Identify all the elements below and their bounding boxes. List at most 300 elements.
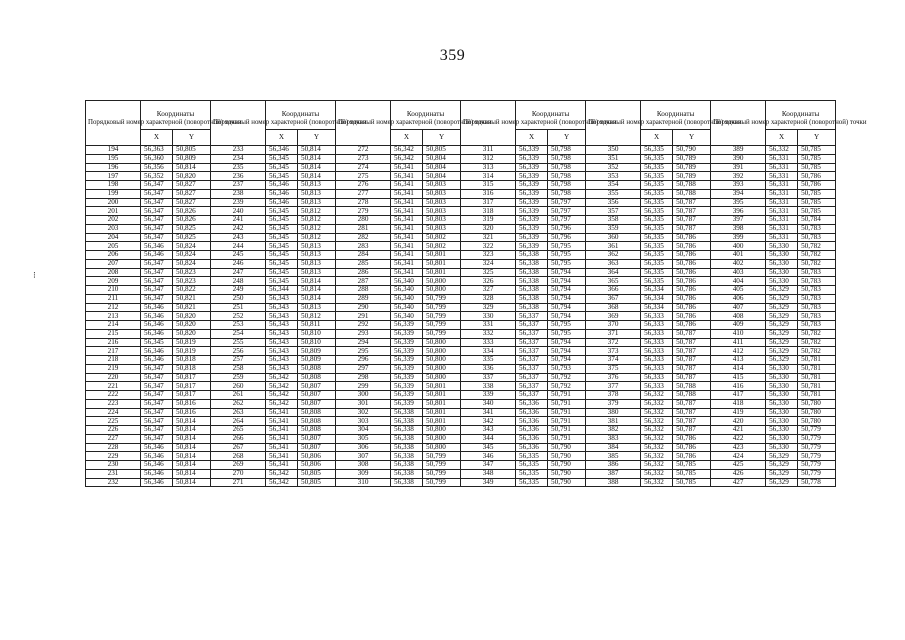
x-coordinate-cell: 56,340 [391, 312, 423, 321]
y-coordinate-cell: 50,803 [423, 198, 461, 207]
table-row [86, 478, 836, 487]
table-row [86, 242, 836, 251]
point-number-cell: 207 [86, 259, 141, 268]
table-row [86, 434, 836, 443]
point-number-cell: 283 [336, 242, 391, 251]
x-coordinate-cell: 56,337 [516, 391, 548, 400]
y-coordinate-cell: 50,822 [173, 286, 211, 295]
point-number-cell: 290 [336, 303, 391, 312]
point-number-cell: 418 [711, 399, 766, 408]
y-coordinate-cell: 50,797 [548, 198, 586, 207]
y-column-header: Y [298, 129, 336, 145]
x-coordinate-cell: 56,343 [266, 321, 298, 330]
point-number-cell: 359 [586, 224, 641, 233]
point-number-header: Порядковый номер характерной (поворотной) точки [711, 101, 766, 146]
y-coordinate-cell: 50,801 [423, 417, 461, 426]
x-column-header: X [266, 129, 298, 145]
point-number-cell: 208 [86, 268, 141, 277]
x-coordinate-cell: 56,341 [266, 426, 298, 435]
point-number-cell: 280 [336, 216, 391, 225]
y-coordinate-cell: 50,798 [548, 154, 586, 163]
x-coordinate-cell: 56,347 [141, 207, 173, 216]
point-number-cell: 293 [336, 329, 391, 338]
x-coordinate-cell: 56,334 [641, 303, 673, 312]
x-coordinate-cell: 56,345 [266, 242, 298, 251]
point-number-cell: 413 [711, 356, 766, 365]
point-number-cell: 389 [711, 146, 766, 155]
x-coordinate-cell: 56,341 [391, 268, 423, 277]
point-number-cell: 256 [211, 347, 266, 356]
table-row [86, 233, 836, 242]
y-coordinate-cell: 50,812 [298, 216, 336, 225]
y-coordinate-cell: 50,800 [423, 347, 461, 356]
point-number-cell: 333 [461, 338, 516, 347]
point-number-cell: 307 [336, 452, 391, 461]
point-number-cell: 267 [211, 443, 266, 452]
y-coordinate-cell: 50,820 [173, 329, 211, 338]
x-coordinate-cell: 56,337 [516, 347, 548, 356]
point-number-cell: 251 [211, 303, 266, 312]
point-number-cell: 410 [711, 329, 766, 338]
x-coordinate-cell: 56,330 [766, 426, 798, 435]
x-coordinate-cell: 56,346 [141, 461, 173, 470]
x-coordinate-cell: 56,347 [141, 399, 173, 408]
x-coordinate-cell: 56,363 [141, 146, 173, 155]
point-number-cell: 312 [461, 154, 516, 163]
table-row [86, 347, 836, 356]
point-number-cell: 205 [86, 242, 141, 251]
point-number-cell: 401 [711, 251, 766, 260]
x-coordinate-cell: 56,341 [266, 417, 298, 426]
y-coordinate-cell: 50,786 [673, 259, 711, 268]
x-coordinate-cell: 56,360 [141, 154, 173, 163]
point-number-cell: 258 [211, 364, 266, 373]
point-number-cell: 274 [336, 163, 391, 172]
point-number-cell: 406 [711, 294, 766, 303]
y-coordinate-cell: 50,801 [423, 399, 461, 408]
x-coordinate-cell: 56,346 [141, 251, 173, 260]
point-number-cell: 350 [586, 146, 641, 155]
point-number-cell: 286 [336, 268, 391, 277]
coordinates-header: Координаты [516, 101, 586, 130]
x-coordinate-cell: 56,331 [766, 224, 798, 233]
x-coordinate-cell: 56,335 [516, 461, 548, 470]
coordinates-header: Координаты [266, 101, 336, 130]
x-coordinate-cell: 56,338 [391, 469, 423, 478]
x-coordinate-cell: 56,335 [641, 172, 673, 181]
y-coordinate-cell: 50,799 [423, 321, 461, 330]
y-coordinate-cell: 50,826 [173, 207, 211, 216]
point-number-cell: 201 [86, 207, 141, 216]
table-row [86, 356, 836, 365]
point-number-cell: 372 [586, 338, 641, 347]
x-coordinate-cell: 56,347 [141, 286, 173, 295]
table-row [86, 364, 836, 373]
x-coordinate-cell: 56,332 [641, 443, 673, 452]
x-coordinate-cell: 56,338 [391, 417, 423, 426]
point-number-cell: 195 [86, 154, 141, 163]
x-coordinate-cell: 56,347 [141, 364, 173, 373]
point-number-cell: 375 [586, 364, 641, 373]
coordinates-header: Координаты [766, 101, 836, 130]
point-number-cell: 352 [586, 163, 641, 172]
x-coordinate-cell: 56,339 [516, 233, 548, 242]
y-column-header: Y [548, 129, 586, 145]
y-coordinate-cell: 50,786 [673, 303, 711, 312]
point-number-cell: 425 [711, 461, 766, 470]
x-coordinate-cell: 56,347 [141, 391, 173, 400]
table-row [86, 303, 836, 312]
point-number-cell: 385 [586, 452, 641, 461]
y-coordinate-cell: 50,786 [673, 321, 711, 330]
point-number-cell: 419 [711, 408, 766, 417]
x-coordinate-cell: 56,333 [641, 312, 673, 321]
point-number-cell: 316 [461, 189, 516, 198]
x-coordinate-cell: 56,330 [766, 251, 798, 260]
x-coordinate-cell: 56,347 [141, 382, 173, 391]
y-coordinate-cell: 50,814 [298, 286, 336, 295]
x-coordinate-cell: 56,332 [641, 469, 673, 478]
point-number-cell: 213 [86, 312, 141, 321]
point-number-header: Порядковый номер характерной (поворотной) точки [336, 101, 391, 146]
y-coordinate-cell: 50,784 [798, 216, 836, 225]
x-coordinate-cell: 56,337 [516, 338, 548, 347]
point-number-cell: 204 [86, 233, 141, 242]
point-number-cell: 341 [461, 408, 516, 417]
point-number-cell: 269 [211, 461, 266, 470]
point-number-cell: 225 [86, 417, 141, 426]
x-coordinate-cell: 56,342 [266, 399, 298, 408]
table-row [86, 321, 836, 330]
point-number-cell: 427 [711, 478, 766, 487]
point-number-cell: 393 [711, 181, 766, 190]
y-coordinate-cell: 50,795 [548, 251, 586, 260]
x-coordinate-cell: 56,338 [391, 443, 423, 452]
x-coordinate-cell: 56,330 [766, 391, 798, 400]
y-coordinate-cell: 50,799 [423, 478, 461, 487]
y-coordinate-cell: 50,801 [423, 251, 461, 260]
y-coordinate-cell: 50,786 [673, 242, 711, 251]
y-coordinate-cell: 50,787 [673, 356, 711, 365]
x-coordinate-cell: 56,337 [516, 373, 548, 382]
point-number-cell: 214 [86, 321, 141, 330]
point-number-cell: 228 [86, 443, 141, 452]
y-coordinate-cell: 50,821 [173, 303, 211, 312]
point-number-cell: 218 [86, 356, 141, 365]
y-coordinate-cell: 50,783 [798, 286, 836, 295]
y-coordinate-cell: 50,789 [673, 172, 711, 181]
x-coordinate-cell: 56,340 [391, 294, 423, 303]
point-number-cell: 356 [586, 198, 641, 207]
y-coordinate-cell: 50,798 [548, 146, 586, 155]
table-row [86, 373, 836, 382]
point-number-cell: 345 [461, 443, 516, 452]
y-coordinate-cell: 50,779 [798, 434, 836, 443]
point-number-cell: 323 [461, 251, 516, 260]
point-number-cell: 366 [586, 286, 641, 295]
y-coordinate-cell: 50,823 [173, 268, 211, 277]
point-number-cell: 313 [461, 163, 516, 172]
table-row [86, 224, 836, 233]
x-coordinate-cell: 56,337 [516, 356, 548, 365]
x-coordinate-cell: 56,331 [766, 154, 798, 163]
point-number-cell: 355 [586, 189, 641, 198]
x-coordinate-cell: 56,329 [766, 356, 798, 365]
x-coordinate-cell: 56,339 [391, 347, 423, 356]
point-number-cell: 329 [461, 303, 516, 312]
point-number-cell: 252 [211, 312, 266, 321]
point-number-cell: 374 [586, 356, 641, 365]
y-coordinate-cell: 50,795 [548, 321, 586, 330]
point-number-cell: 423 [711, 443, 766, 452]
y-coordinate-cell: 50,790 [548, 461, 586, 470]
point-number-cell: 324 [461, 259, 516, 268]
point-number-cell: 338 [461, 382, 516, 391]
y-coordinate-cell: 50,786 [673, 268, 711, 277]
point-number-cell: 409 [711, 321, 766, 330]
point-number-cell: 414 [711, 364, 766, 373]
y-coordinate-cell: 50,800 [423, 356, 461, 365]
x-coordinate-cell: 56,343 [266, 356, 298, 365]
x-coordinate-cell: 56,333 [641, 364, 673, 373]
y-coordinate-cell: 50,799 [423, 469, 461, 478]
y-coordinate-cell: 50,798 [548, 189, 586, 198]
y-coordinate-cell: 50,787 [673, 408, 711, 417]
point-number-cell: 296 [336, 356, 391, 365]
x-coordinate-cell: 56,336 [516, 408, 548, 417]
point-number-cell: 317 [461, 198, 516, 207]
x-coordinate-cell: 56,339 [516, 242, 548, 251]
y-coordinate-cell: 50,782 [798, 329, 836, 338]
point-number-cell: 212 [86, 303, 141, 312]
y-coordinate-cell: 50,781 [798, 356, 836, 365]
point-number-cell: 265 [211, 426, 266, 435]
x-coordinate-cell: 56,347 [141, 434, 173, 443]
y-coordinate-cell: 50,783 [798, 277, 836, 286]
x-coordinate-cell: 56,332 [641, 434, 673, 443]
point-number-cell: 411 [711, 338, 766, 347]
y-coordinate-cell: 50,801 [423, 259, 461, 268]
x-coordinate-cell: 56,341 [391, 189, 423, 198]
y-coordinate-cell: 50,801 [423, 408, 461, 417]
x-coordinate-cell: 56,338 [516, 277, 548, 286]
point-number-cell: 348 [461, 469, 516, 478]
y-coordinate-cell: 50,814 [173, 426, 211, 435]
point-number-cell: 222 [86, 391, 141, 400]
x-coordinate-cell: 56,341 [266, 461, 298, 470]
y-coordinate-cell: 50,779 [798, 461, 836, 470]
point-number-cell: 398 [711, 224, 766, 233]
x-coordinate-cell: 56,346 [141, 242, 173, 251]
x-coordinate-cell: 56,347 [141, 216, 173, 225]
point-number-cell: 231 [86, 469, 141, 478]
y-coordinate-cell: 50,794 [548, 286, 586, 295]
y-coordinate-cell: 50,813 [298, 303, 336, 312]
y-coordinate-cell: 50,820 [173, 321, 211, 330]
y-coordinate-cell: 50,803 [423, 224, 461, 233]
y-coordinate-cell: 50,794 [548, 268, 586, 277]
x-coordinate-cell: 56,343 [266, 303, 298, 312]
y-coordinate-cell: 50,779 [798, 426, 836, 435]
table-row [86, 154, 836, 163]
point-number-cell: 221 [86, 382, 141, 391]
y-coordinate-cell: 50,800 [423, 426, 461, 435]
point-number-cell: 311 [461, 146, 516, 155]
x-coordinate-cell: 56,336 [516, 443, 548, 452]
point-number-cell: 343 [461, 426, 516, 435]
x-column-header: X [141, 129, 173, 145]
point-number-cell: 226 [86, 426, 141, 435]
y-coordinate-cell: 50,807 [298, 443, 336, 452]
x-coordinate-cell: 56,342 [266, 469, 298, 478]
x-coordinate-cell: 56,347 [141, 408, 173, 417]
x-coordinate-cell: 56,341 [391, 224, 423, 233]
y-coordinate-cell: 50,811 [298, 321, 336, 330]
x-coordinate-cell: 56,331 [766, 189, 798, 198]
point-number-cell: 266 [211, 434, 266, 443]
point-number-cell: 236 [211, 172, 266, 181]
y-coordinate-cell: 50,801 [423, 382, 461, 391]
y-coordinate-cell: 50,798 [548, 172, 586, 181]
point-number-cell: 294 [336, 338, 391, 347]
point-number-cell: 211 [86, 294, 141, 303]
point-number-cell: 388 [586, 478, 641, 487]
x-coordinate-cell: 56,339 [391, 373, 423, 382]
y-coordinate-cell: 50,807 [298, 382, 336, 391]
x-coordinate-cell: 56,335 [641, 242, 673, 251]
y-coordinate-cell: 50,786 [673, 443, 711, 452]
x-coordinate-cell: 56,339 [516, 172, 548, 181]
y-coordinate-cell: 50,813 [298, 259, 336, 268]
x-coordinate-cell: 56,335 [641, 268, 673, 277]
x-coordinate-cell: 56,339 [391, 382, 423, 391]
point-number-cell: 361 [586, 242, 641, 251]
y-coordinate-cell: 50,786 [673, 277, 711, 286]
y-coordinate-cell: 50,792 [548, 382, 586, 391]
point-number-cell: 416 [711, 382, 766, 391]
x-coordinate-cell: 56,342 [266, 373, 298, 382]
x-coordinate-cell: 56,338 [516, 268, 548, 277]
x-coordinate-cell: 56,340 [391, 286, 423, 295]
y-coordinate-cell: 50,809 [298, 347, 336, 356]
y-coordinate-cell: 50,787 [673, 364, 711, 373]
y-coordinate-cell: 50,814 [173, 478, 211, 487]
point-number-cell: 248 [211, 277, 266, 286]
x-coordinate-cell: 56,332 [641, 391, 673, 400]
point-number-cell: 422 [711, 434, 766, 443]
y-coordinate-cell: 50,785 [673, 478, 711, 487]
x-coordinate-cell: 56,335 [516, 478, 548, 487]
x-coordinate-cell: 56,345 [266, 268, 298, 277]
y-coordinate-cell: 50,812 [298, 233, 336, 242]
x-coordinate-cell: 56,332 [641, 408, 673, 417]
point-number-cell: 253 [211, 321, 266, 330]
point-number-cell: 424 [711, 452, 766, 461]
point-number-cell: 314 [461, 172, 516, 181]
y-coordinate-cell: 50,817 [173, 382, 211, 391]
y-coordinate-cell: 50,813 [298, 198, 336, 207]
y-coordinate-cell: 50,802 [423, 233, 461, 242]
point-number-cell: 223 [86, 399, 141, 408]
x-coordinate-cell: 56,341 [391, 242, 423, 251]
x-coordinate-cell: 56,341 [391, 251, 423, 260]
point-number-cell: 261 [211, 391, 266, 400]
point-number-cell: 334 [461, 347, 516, 356]
y-coordinate-cell: 50,781 [798, 391, 836, 400]
x-coordinate-cell: 56,346 [266, 146, 298, 155]
x-coordinate-cell: 56,346 [266, 198, 298, 207]
point-number-cell: 408 [711, 312, 766, 321]
x-coordinate-cell: 56,335 [641, 251, 673, 260]
x-coordinate-cell: 56,347 [141, 189, 173, 198]
point-number-cell: 299 [336, 382, 391, 391]
point-number-cell: 303 [336, 417, 391, 426]
point-number-cell: 259 [211, 373, 266, 382]
y-coordinate-cell: 50,779 [798, 452, 836, 461]
point-number-cell: 426 [711, 469, 766, 478]
y-coordinate-cell: 50,781 [798, 373, 836, 382]
x-coordinate-cell: 56,339 [516, 216, 548, 225]
table-row [86, 286, 836, 295]
x-coordinate-cell: 56,345 [266, 224, 298, 233]
table-row [86, 207, 836, 216]
x-coordinate-cell: 56,337 [516, 329, 548, 338]
y-coordinate-cell: 50,786 [673, 233, 711, 242]
point-number-cell: 229 [86, 452, 141, 461]
x-coordinate-cell: 56,339 [516, 207, 548, 216]
y-coordinate-cell: 50,791 [548, 391, 586, 400]
point-number-cell: 319 [461, 216, 516, 225]
x-coordinate-cell: 56,344 [266, 286, 298, 295]
y-coordinate-cell: 50,800 [423, 434, 461, 443]
y-coordinate-cell: 50,804 [423, 172, 461, 181]
x-column-header: X [766, 129, 798, 145]
y-coordinate-cell: 50,809 [173, 154, 211, 163]
y-coordinate-cell: 50,812 [298, 224, 336, 233]
point-number-cell: 354 [586, 181, 641, 190]
x-coordinate-cell: 56,333 [641, 356, 673, 365]
point-number-cell: 298 [336, 373, 391, 382]
point-number-cell: 367 [586, 294, 641, 303]
y-coordinate-cell: 50,814 [298, 277, 336, 286]
x-coordinate-cell: 56,340 [391, 303, 423, 312]
x-coordinate-cell: 56,340 [391, 277, 423, 286]
point-number-header: Порядковый номер характерной (поворотной) точки [211, 101, 266, 146]
point-number-cell: 420 [711, 417, 766, 426]
point-number-cell: 407 [711, 303, 766, 312]
x-coordinate-cell: 56,346 [141, 321, 173, 330]
y-coordinate-cell: 50,808 [298, 408, 336, 417]
point-number-cell: 241 [211, 216, 266, 225]
y-coordinate-cell: 50,790 [548, 469, 586, 478]
y-coordinate-cell: 50,821 [173, 294, 211, 303]
y-coordinate-cell: 50,800 [423, 277, 461, 286]
y-coordinate-cell: 50,785 [673, 469, 711, 478]
point-number-cell: 242 [211, 224, 266, 233]
table-row [86, 277, 836, 286]
x-coordinate-cell: 56,331 [766, 163, 798, 172]
x-coordinate-cell: 56,330 [766, 364, 798, 373]
y-coordinate-cell: 50,820 [173, 312, 211, 321]
y-coordinate-cell: 50,814 [173, 163, 211, 172]
y-coordinate-cell: 50,789 [673, 163, 711, 172]
x-coordinate-cell: 56,333 [641, 347, 673, 356]
table-row [86, 399, 836, 408]
point-number-cell: 392 [711, 172, 766, 181]
x-coordinate-cell: 56,339 [516, 163, 548, 172]
x-coordinate-cell: 56,337 [516, 382, 548, 391]
point-number-cell: 382 [586, 426, 641, 435]
